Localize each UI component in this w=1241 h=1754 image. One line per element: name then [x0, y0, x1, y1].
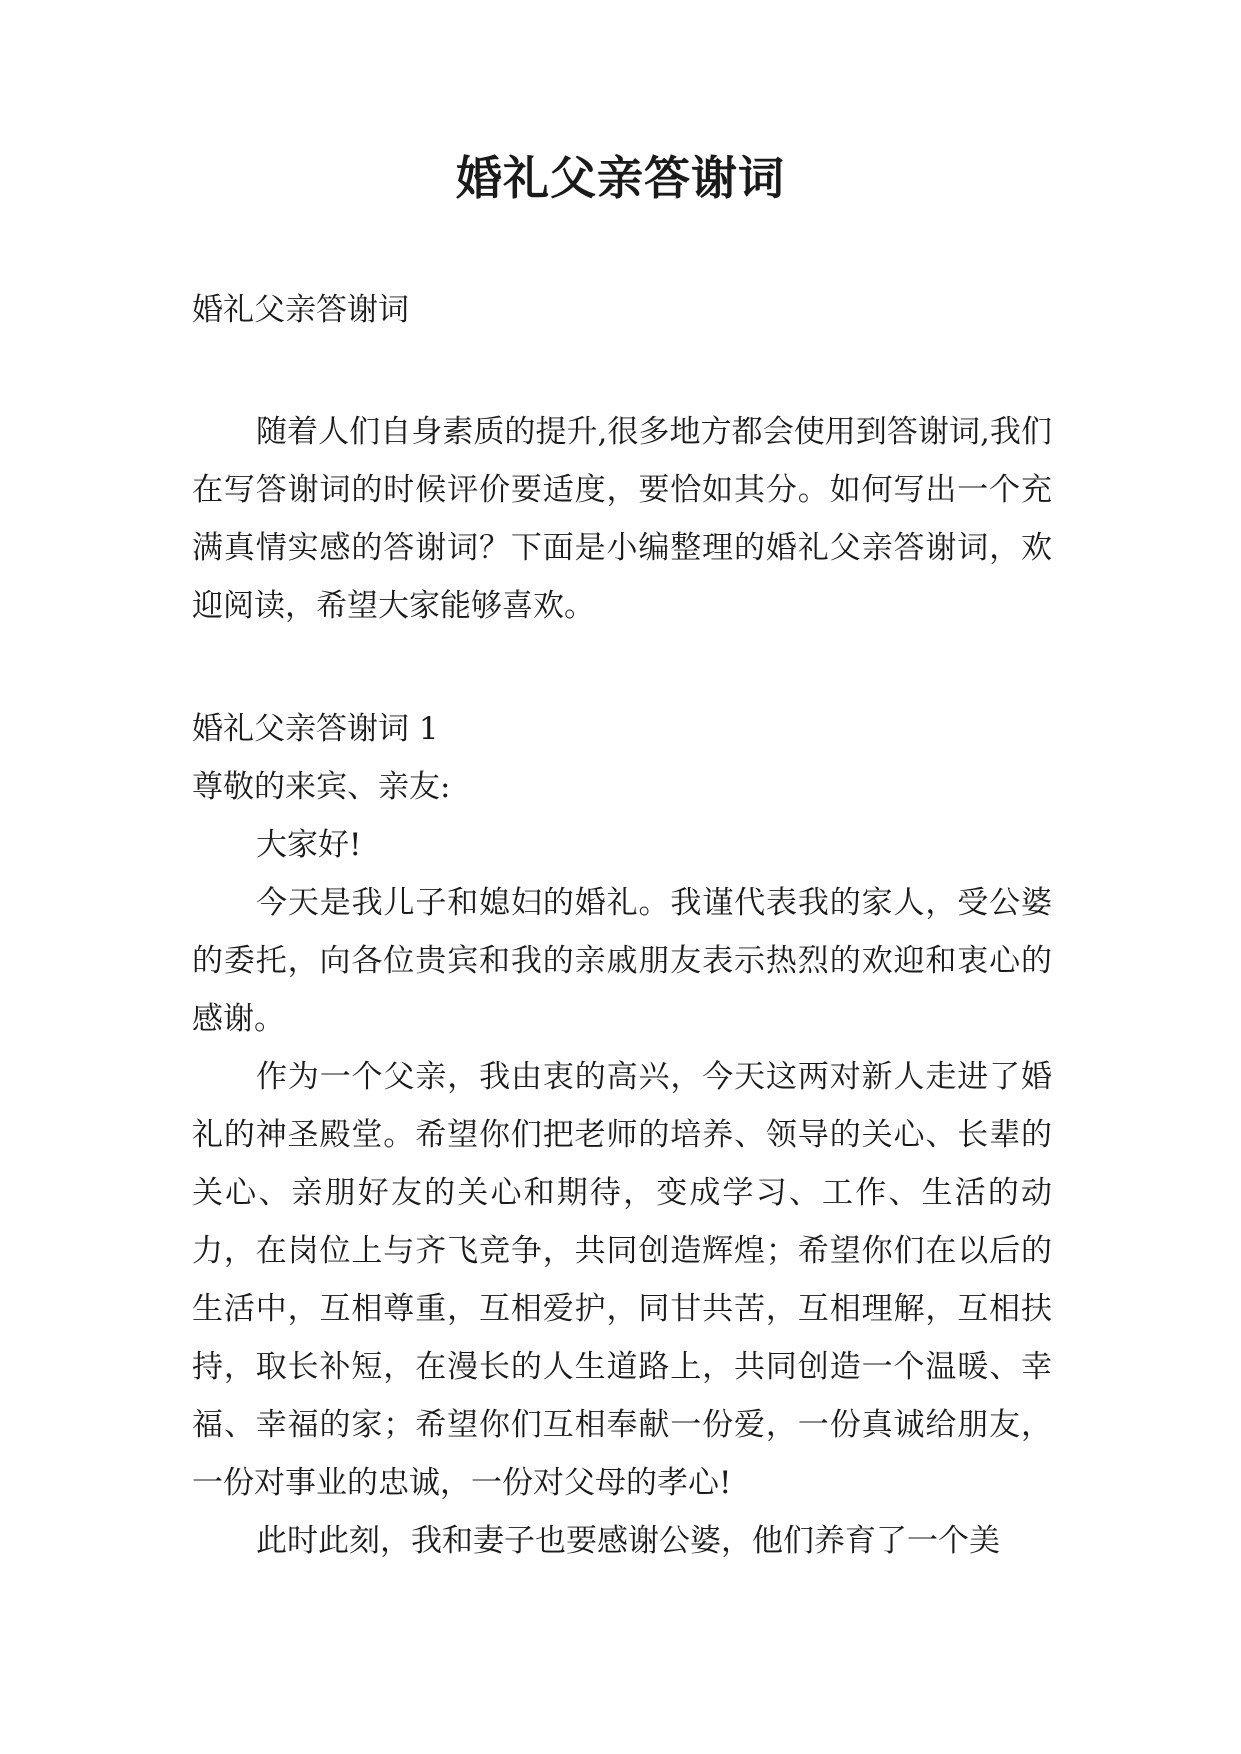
intro-paragraph: 随着人们自身素质的提升,很多地方都会使用到答谢词,我们在写答谢词的时候评价要适度，要恰如其分。如何写出一个充满真情实感的答谢词？下面是小编整理的婚礼父亲答谢词，欢迎阅读，希望大家能够喜欢。 [192, 414, 1052, 624]
section-heading: 婚礼父亲答谢词 1 [192, 711, 439, 747]
greeting: 大家好! [256, 827, 362, 863]
document-title: 婚礼父亲答谢词 [456, 151, 785, 205]
document-subtitle: 婚礼父亲答谢词 [192, 292, 409, 328]
body-paragraph-3: 此时此刻，我和妻子也要感谢公婆，他们养育了一个美 [256, 1523, 1000, 1559]
salutation: 尊敬的来宾、亲友: [192, 769, 451, 805]
body-paragraph-1: 今天是我儿子和媳妇的婚礼。我谨代表我的家人，受公婆的委托，向各位贵宾和我的亲戚朋友表示热烈的欢迎和衷心的感谢。 [192, 885, 1052, 1037]
body-paragraph-2: 作为一个父亲，我由衷的高兴，今天这两对新人走进了婚礼的神圣殿堂。希望你们把老师的培养、领导的关心、长辈的关心、亲朋好友的关心和期待，变成学习、工作、生活的动力，在岗位上与齐飞竞争，共同创造辉煌；希望你们在以后的生活中，互相尊重，互相爱护，同甘共苦，互相理解，互相扶持，取长补短，在漫长的人生道路上，共同创造一个温暖、幸福、幸福的家；希望你们互相奉献一份爱，一份真诚给朋友，一份对事业的忠诚，一份对父母的孝心! [192, 1059, 1052, 1501]
speech-section [192, 700, 1052, 1570]
intro-section [192, 403, 1052, 635]
